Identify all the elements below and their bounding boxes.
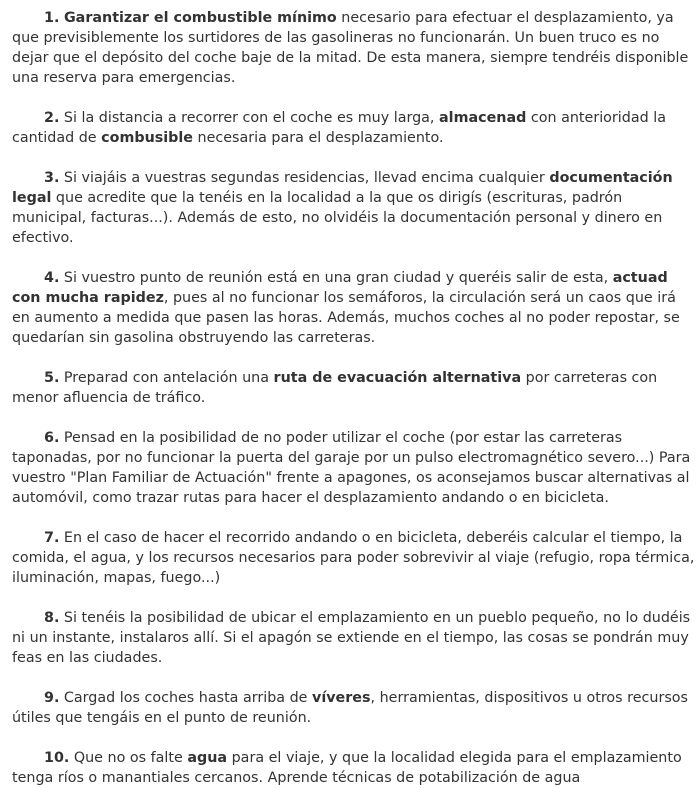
item-text: Si tenéis la posibilidad de ubicar el emplazamiento en un pueblo pequeño, no lo dudéis ni un instante, instalaros allí. Si el apagón se extiende en el tiempo, las cosas se pondrán muy feas en las ciudades. — [12, 610, 691, 666]
item-bold-text: combusible — [101, 130, 193, 146]
list-item — [12, 688, 696, 728]
list-item — [12, 608, 696, 668]
item-bold-text: actuad con mucha rapidez — [12, 270, 668, 306]
item-number: 7. — [44, 530, 60, 546]
item-text: , pues al no funcionar los semáforos, la circulación será un caos que irá en aumento a medida que pasen las horas. Además, muchos coches al no poder repostar, se quedarían sin gasolina obstruyendo las carreteras. — [12, 290, 680, 346]
item-text: , herramientas, dispositivos u otros recursos útiles que tengáis en el punto de reunión. — [12, 690, 688, 726]
item-text: que acredite que la tenéis en la localidad a la que os dirigís (escrituras, padrón municipal, facturas...). Además de esto, no olvidéis la documentación personal y dinero en efectivo. — [12, 190, 663, 246]
item-text: Pensad en la posibilidad de no poder utilizar el coche (por estar las carreteras taponadas, por no funcionar la puerta del garaje por un pulso electromagnético severo...) Para vuestro "Plan Familiar de Actuación" frente a apagones, os aconsejamos buscar alternativas al automóvil, como trazar rutas para hacer el desplazamiento andando o en bicicleta. — [12, 430, 691, 506]
item-number: 5. — [44, 370, 60, 386]
document-body — [0, 8, 696, 788]
item-bold-text: ruta de evacuación alternativa — [273, 370, 522, 386]
item-text: Si vuestro punto de reunión está en una gran ciudad y queréis salir de esta, — [59, 270, 613, 286]
item-text: necesaria para el desplazamiento. — [193, 130, 444, 146]
item-number: 1. — [44, 10, 60, 26]
list-item — [12, 168, 696, 248]
item-number: 6. — [44, 430, 60, 446]
item-bold-text: agua — [187, 750, 228, 766]
item-number: 2. — [44, 110, 60, 126]
item-bold-text: Garantizar el combustible mínimo — [63, 10, 337, 26]
item-text: Cargad los coches hasta arriba de — [59, 690, 313, 706]
list-item — [12, 268, 696, 348]
list-item — [12, 428, 696, 508]
list-item — [12, 8, 696, 88]
item-number: 9. — [44, 690, 60, 706]
item-bold-text: almacenad — [439, 110, 527, 126]
item-bold-text: víveres — [312, 690, 371, 706]
item-text: Preparad con antelación una — [59, 370, 274, 386]
item-text: para el viaje, y que la localidad elegida para el emplazamiento tenga ríos o manantiales cercanos. Aprende técnicas de potabilización de agua — [12, 750, 682, 786]
item-number: 8. — [44, 610, 60, 626]
item-number: 3. — [44, 170, 60, 186]
list-item — [12, 368, 696, 408]
item-text: necesario para efectuar el desplazamiento, ya que previsiblemente los surtidores de las gasolineras no funcionarán. Un buen truco es no dejar que el depósito del coche baje de la mitad. De esta manera, siempre tendréis disponible una reserva para emergencias. — [12, 10, 689, 86]
item-number: 4. — [44, 270, 60, 286]
item-number: 10. — [44, 750, 70, 766]
item-text: Que no os falte — [69, 750, 188, 766]
item-text: con anterioridad la cantidad de — [12, 110, 666, 146]
item-text: Si viajáis a vuestras segundas residencias, llevad encima cualquier — [59, 170, 550, 186]
item-bold-text: documentación legal — [12, 170, 673, 206]
list-item — [12, 748, 696, 788]
item-text: por carreteras con menor afluencia de tráfico. — [12, 370, 658, 406]
item-text: En el caso de hacer el recorrido andando o en bicicleta, deberéis calcular el tiempo, la comida, el agua, y los recursos necesarios para poder sobrevivir al viaje (refugio, ropa térmica, iluminación, mapas, fuego...) — [12, 530, 695, 586]
list-item — [12, 528, 696, 588]
list-item — [12, 108, 696, 148]
item-text: Si la distancia a recorrer con el coche es muy larga, — [59, 110, 440, 126]
